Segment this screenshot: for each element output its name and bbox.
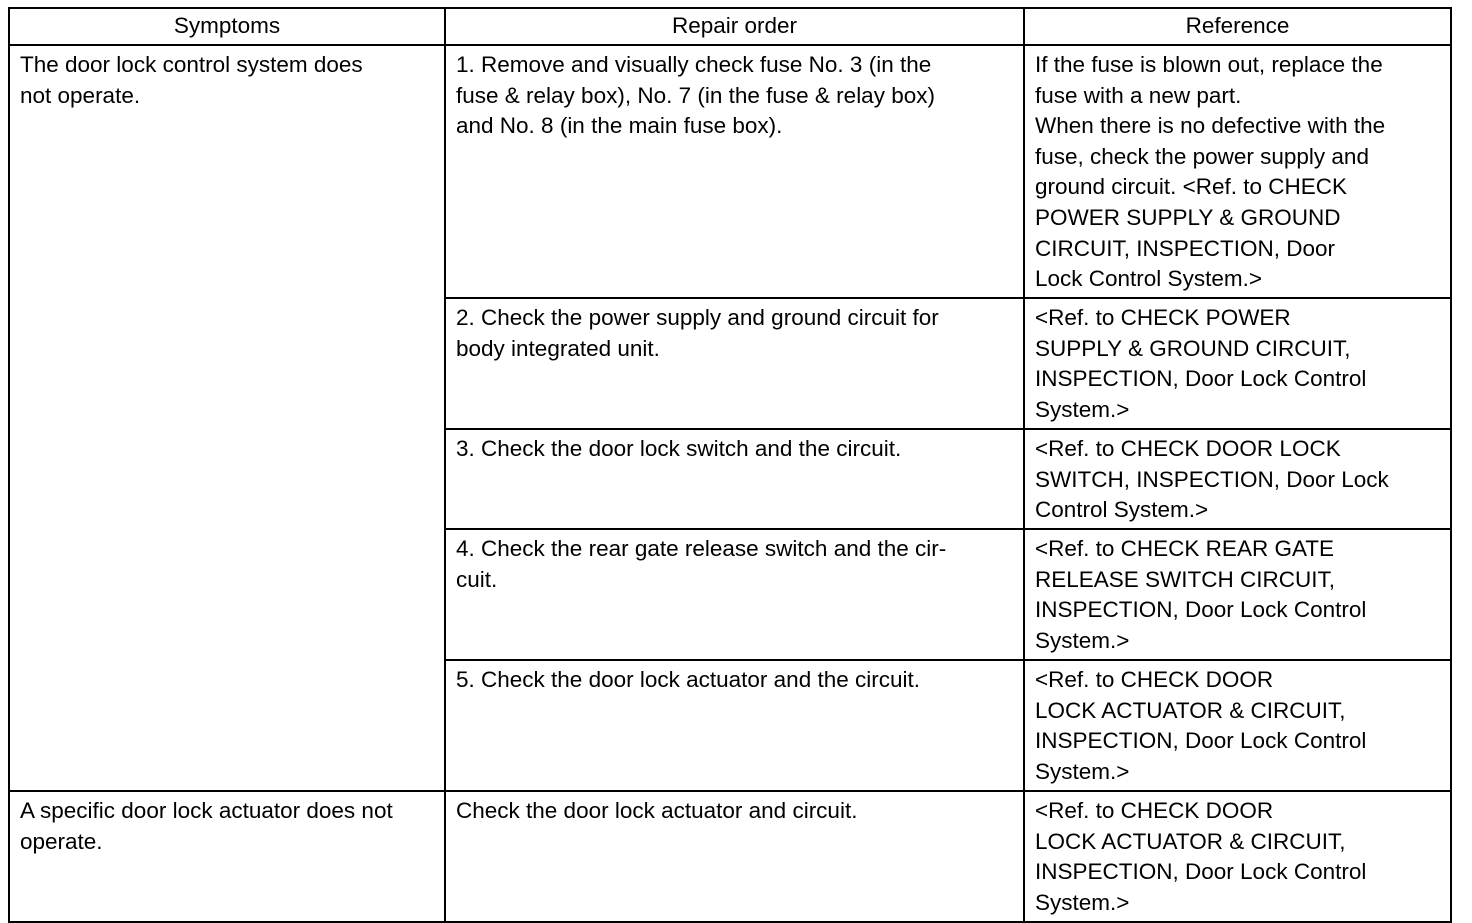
diagnosis-table bbox=[8, 7, 1452, 923]
header-row bbox=[9, 8, 1451, 45]
symptom-cell: A specific door lock actuator does not operate. bbox=[9, 791, 445, 922]
repair-step-cell: 5. Check the door lock actuator and the circuit. bbox=[445, 660, 1024, 791]
repair-step-cell: 4. Check the rear gate release switch and the cir- cuit. bbox=[445, 529, 1024, 660]
reference-cell: <Ref. to CHECK POWER SUPPLY & GROUND CIRCUIT, INSPECTION, Door Lock Control System.> bbox=[1024, 298, 1451, 429]
reference-cell: <Ref. to CHECK DOOR LOCK ACTUATOR & CIRCUIT, INSPECTION, Door Lock Control System.> bbox=[1024, 660, 1451, 791]
header-repair-order: Repair order bbox=[445, 8, 1024, 45]
reference-cell: <Ref. to CHECK REAR GATE RELEASE SWITCH CIRCUIT, INSPECTION, Door Lock Control System.> bbox=[1024, 529, 1451, 660]
table-row bbox=[9, 45, 1451, 298]
repair-step-cell: Check the door lock actuator and circuit. bbox=[445, 791, 1024, 922]
reference-cell: <Ref. to CHECK DOOR LOCK ACTUATOR & CIRCUIT, INSPECTION, Door Lock Control System.> bbox=[1024, 791, 1451, 922]
reference-cell: If the fuse is blown out, replace the fuse with a new part. When there is no defective with the fuse, check the power supply and ground circuit. <Ref. to CHECK POWER SUPPLY & GROUND CIRCUIT, INSPECTION, Door Lock Control System.> bbox=[1024, 45, 1451, 298]
header-symptoms: Symptoms bbox=[9, 8, 445, 45]
header-reference: Reference bbox=[1024, 8, 1451, 45]
repair-step-cell: 1. Remove and visually check fuse No. 3 (in the fuse & relay box), No. 7 (in the fuse & relay box) and No. 8 (in the main fuse box). bbox=[445, 45, 1024, 298]
reference-cell: <Ref. to CHECK DOOR LOCK SWITCH, INSPECTION, Door Lock Control System.> bbox=[1024, 429, 1451, 529]
repair-step-cell: 3. Check the door lock switch and the circuit. bbox=[445, 429, 1024, 529]
table-row bbox=[9, 791, 1451, 922]
symptom-cell: The door lock control system does not operate. bbox=[9, 45, 445, 791]
repair-step-cell: 2. Check the power supply and ground circuit for body integrated unit. bbox=[445, 298, 1024, 429]
